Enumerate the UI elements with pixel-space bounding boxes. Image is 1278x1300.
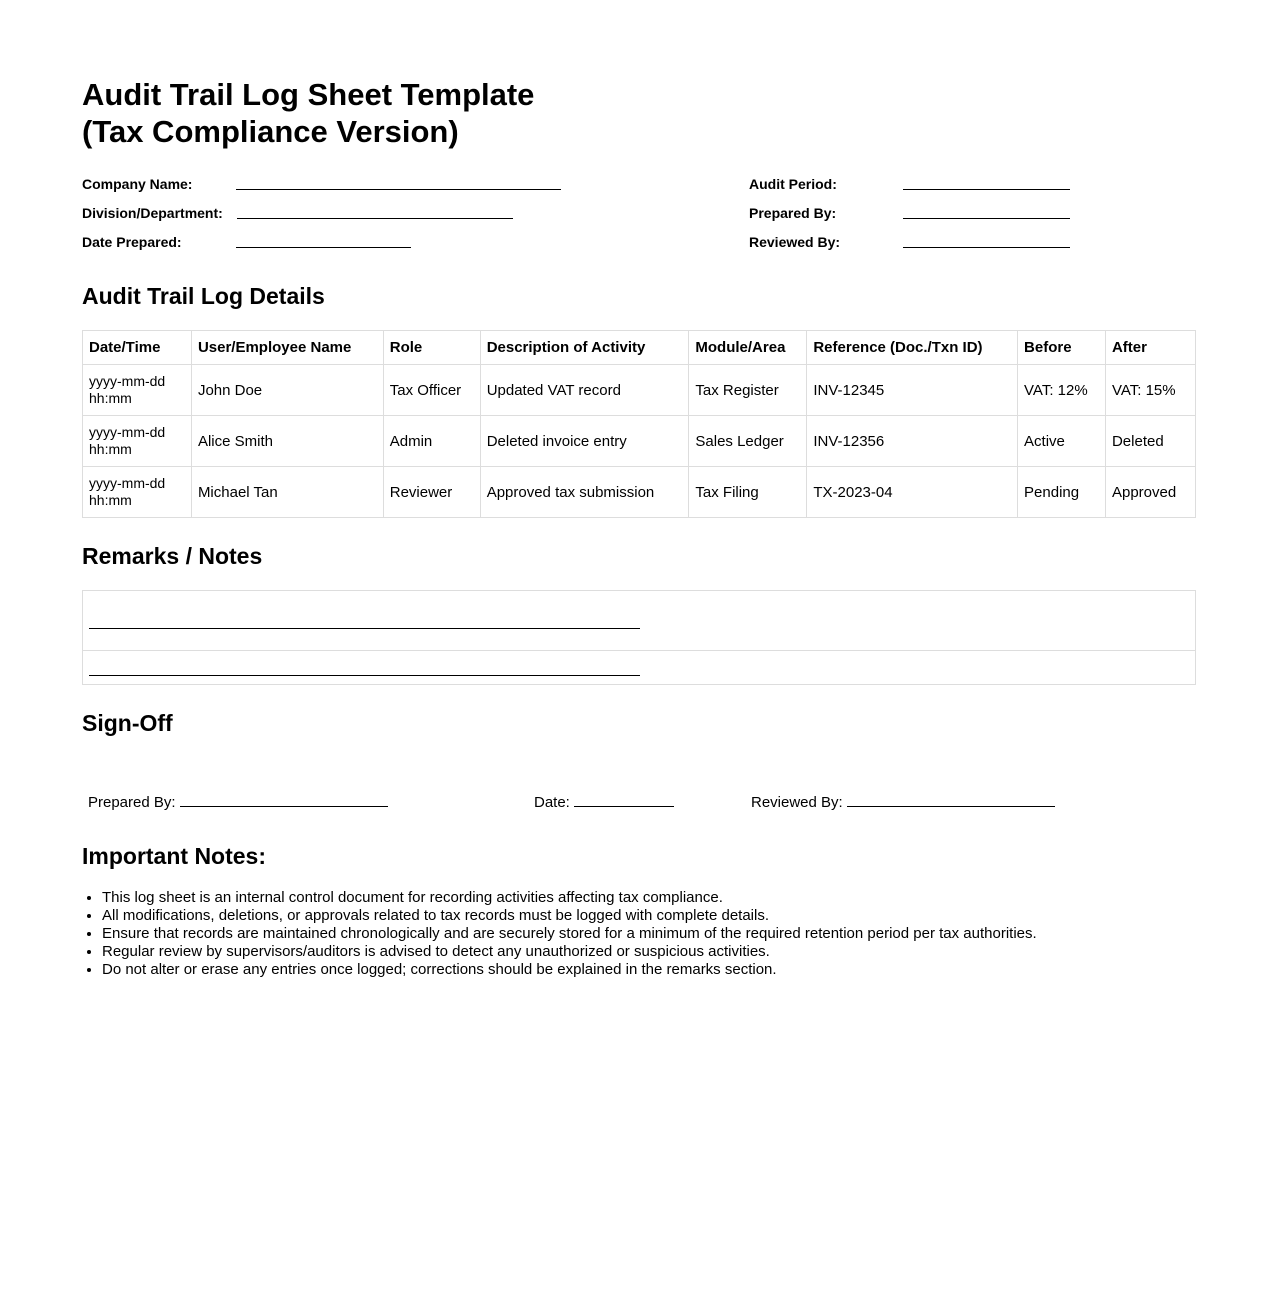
signoff-prepared-by: [88, 792, 388, 813]
signoff-heading: Sign-Off: [82, 710, 173, 736]
signoff-date-label: Date:: [534, 794, 570, 811]
audit-period-label: Audit Period:: [749, 176, 837, 192]
column-header: Reference (Doc./Txn ID): [807, 331, 1018, 365]
table-header-row: [83, 331, 1196, 365]
notes-heading: Important Notes:: [82, 843, 266, 869]
prepared-by-line[interactable]: [903, 218, 1070, 219]
table-cell[interactable]: Active: [1018, 416, 1106, 467]
audit-log-table: [82, 330, 1196, 518]
table-cell[interactable]: John Doe: [191, 365, 383, 416]
table-cell[interactable]: Tax Officer: [383, 365, 480, 416]
table-cell[interactable]: VAT: 15%: [1105, 365, 1195, 416]
table-cell[interactable]: yyyy-mm-dd hh:mm: [83, 416, 192, 467]
header-fields: [82, 174, 1196, 264]
signoff-fields: [82, 792, 1196, 814]
table-cell[interactable]: Tax Filing: [689, 467, 807, 518]
remarks-row: [83, 591, 1195, 651]
company-name-line[interactable]: [236, 189, 561, 190]
table-cell[interactable]: Reviewer: [383, 467, 480, 518]
column-header: Module/Area: [689, 331, 807, 365]
list-item: • Regular review by supervisors/auditors is advised to detect any unauthorized or suspicious activities.: [102, 943, 1202, 961]
reviewed-by-field: [749, 232, 1089, 252]
log-heading: Audit Trail Log Details: [82, 283, 325, 309]
remarks-line[interactable]: [89, 675, 640, 676]
list-item: • Ensure that records are maintained chronologically and are securely stored for a minimum of the required retention period per tax authorities.: [102, 925, 1202, 943]
table-cell[interactable]: Tax Register: [689, 365, 807, 416]
audit-period-field: [749, 174, 1089, 194]
table-cell[interactable]: Approved tax submission: [480, 467, 689, 518]
prepared-by-label: Prepared By:: [749, 205, 837, 221]
table-cell[interactable]: INV-12345: [807, 365, 1018, 416]
prepared-by-field: [749, 203, 1089, 223]
table-cell[interactable]: Updated VAT record: [480, 365, 689, 416]
company-name-label: Company Name:: [82, 176, 193, 192]
signoff-reviewed-by-label: Reviewed By:: [751, 794, 843, 811]
table-cell[interactable]: TX-2023-04: [807, 467, 1018, 518]
date-prepared-line[interactable]: [236, 247, 411, 248]
document-title: [82, 76, 782, 150]
table-cell[interactable]: Pending: [1018, 467, 1106, 518]
remarks-row: [83, 651, 1195, 684]
table-cell[interactable]: yyyy-mm-dd hh:mm: [83, 365, 192, 416]
signoff-prepared-by-line[interactable]: [180, 792, 388, 807]
table-cell[interactable]: Deleted: [1105, 416, 1195, 467]
signoff-reviewed-by: [751, 792, 1055, 813]
title-line-1: Audit Trail Log Sheet Template: [82, 77, 535, 112]
table-cell[interactable]: Michael Tan: [191, 467, 383, 518]
remarks-heading: Remarks / Notes: [82, 543, 263, 569]
date-prepared-field: [82, 232, 582, 252]
table-cell[interactable]: Alice Smith: [191, 416, 383, 467]
remarks-box: [82, 590, 1196, 685]
column-header: Description of Activity: [480, 331, 689, 365]
title-line-2: (Tax Compliance Version): [82, 114, 459, 149]
list-item: • All modifications, deletions, or approvals related to tax records must be logged with complete details.: [102, 907, 1202, 925]
signoff-date: [534, 792, 674, 813]
company-name-field: [82, 174, 582, 194]
column-header: After: [1105, 331, 1195, 365]
column-header: Role: [383, 331, 480, 365]
table-cell[interactable]: Sales Ledger: [689, 416, 807, 467]
reviewed-by-line[interactable]: [903, 247, 1070, 248]
table-row: [83, 365, 1196, 416]
table-row: [83, 416, 1196, 467]
signoff-date-line[interactable]: [574, 792, 674, 807]
signoff-prepared-by-label: Prepared By:: [88, 794, 176, 811]
table-row: [83, 467, 1196, 518]
table-cell[interactable]: Deleted invoice entry: [480, 416, 689, 467]
list-item: • This log sheet is an internal control document for recording activities affecting tax compliance.: [102, 889, 1202, 907]
column-header: User/Employee Name: [191, 331, 383, 365]
remarks-line[interactable]: [89, 628, 640, 629]
signoff-reviewed-by-line[interactable]: [847, 792, 1055, 807]
table-cell[interactable]: VAT: 12%: [1018, 365, 1106, 416]
notes-list: [82, 889, 1202, 979]
division-label: Division/Department:: [82, 205, 223, 221]
column-header: Date/Time: [83, 331, 192, 365]
table-cell[interactable]: Approved: [1105, 467, 1195, 518]
audit-period-line[interactable]: [903, 189, 1070, 190]
table-cell[interactable]: Admin: [383, 416, 480, 467]
date-prepared-label: Date Prepared:: [82, 234, 182, 250]
table-cell[interactable]: yyyy-mm-dd hh:mm: [83, 467, 192, 518]
table-cell[interactable]: INV-12356: [807, 416, 1018, 467]
column-header: Before: [1018, 331, 1106, 365]
division-field: [82, 203, 582, 223]
reviewed-by-label: Reviewed By:: [749, 234, 841, 250]
list-item: • Do not alter or erase any entries once logged; corrections should be explained in the remarks section.: [102, 961, 1202, 979]
division-line[interactable]: [237, 218, 513, 219]
